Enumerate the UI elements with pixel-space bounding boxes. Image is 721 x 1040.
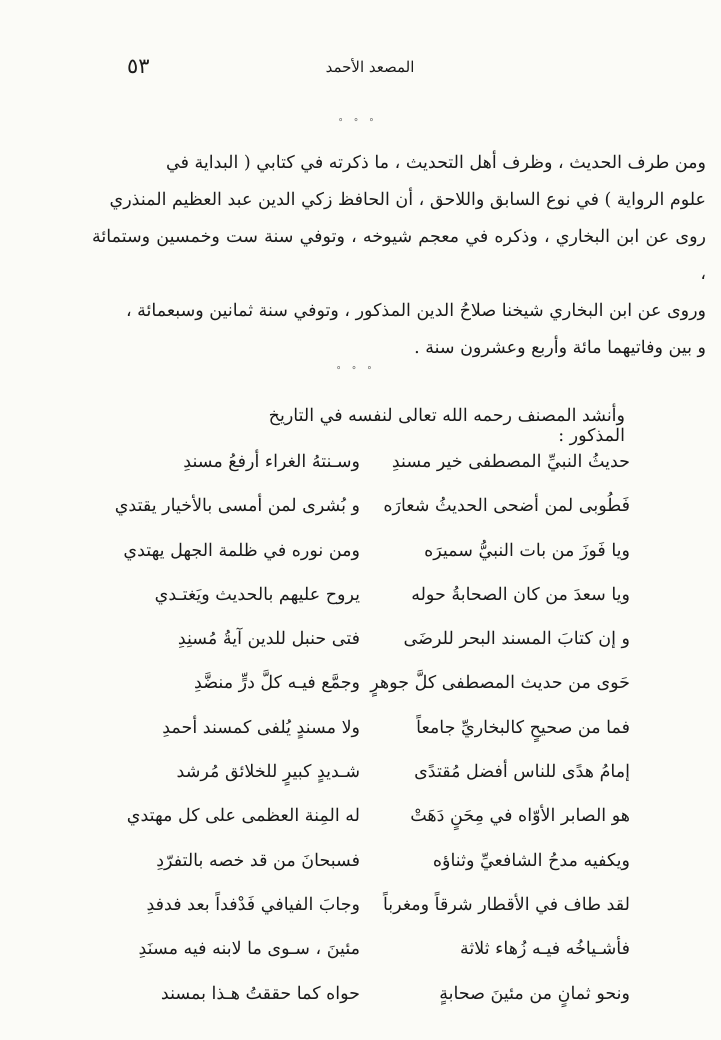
running-title: المصعد الأحمد: [325, 58, 415, 76]
prose-line: ومن طرف الحديث ، وظرف أهل التحديث ، ما ذكرته في كتابي ( البداية في: [166, 153, 706, 173]
poem-second-hemistich: و بُشرى لمن أمسى بالأخيار يقتدي: [114, 496, 360, 517]
poem-first-hemistich: ويا سعدَ من كان الصحابةُ حوله: [411, 584, 630, 605]
poem-verse: [110, 541, 630, 585]
poem-first-hemistich: ونحو ثمانٍ من مئينَ صحابةٍ: [439, 983, 630, 1004]
poem-verse: [110, 762, 630, 806]
poem-first-hemistich: و إن كتابَ المسند البحر للرضَى: [403, 629, 630, 650]
prose-line: و بين وفاتيهما مائة وأربع وعشرون سنة .: [414, 338, 706, 358]
poem-verse: [110, 895, 630, 939]
poem-verse: [110, 806, 630, 850]
poem-second-hemistich: حواه كما حققتُ هـذا بمسند: [160, 983, 360, 1004]
verse-introduction: وأنشد المصنف رحمه الله تعالى لنفسه في التاريخ المذكور :: [268, 406, 625, 446]
poem-first-hemistich: حديثُ النبيِّ المصطفى خير مسندِ: [391, 452, 630, 472]
ornament-separator-top: ° ° °: [338, 118, 378, 128]
poem-first-hemistich: فأشـياخُه فيـه زُهاء ثلاثة: [460, 939, 630, 960]
poem-first-hemistich: ويكفيه مدحُ الشافعيِّ وثناؤه: [432, 850, 630, 871]
poem-second-hemistich: وسـنتهُ الغراء أرفعُ مسندِ: [183, 452, 360, 472]
poem-second-hemistich: ولا مسندٍ يُلفى كمسند أحمدِ: [162, 717, 360, 738]
poem-first-hemistich: إمامُ هدًى للناس أفضل مُقتدًى: [414, 762, 630, 783]
poem-second-hemistich: شـديدٍ كبيرٍ للخلائق مُرشد: [176, 762, 360, 783]
poem-verse: [110, 629, 630, 673]
poem-verse: [110, 984, 630, 1028]
poem-verse: [110, 585, 630, 629]
poem-verse: [110, 939, 630, 983]
poem-first-hemistich: فَطُوبى لمن أضحى الحديثُ شعارَه: [383, 496, 630, 517]
poem-second-hemistich: وجابَ الفيافي فَدْفداً بعد فدفدِ: [146, 894, 360, 915]
prose-paragraph: [92, 145, 706, 367]
poem-verse: [110, 496, 630, 540]
poem-first-hemistich: هو الصابر الأوّاه في مِحَنٍ دَهَتْ: [410, 806, 630, 827]
prose-line: روى عن ابن البخاري ، وذكره في معجم شيوخه ، وتوفي سنة ست وخمسين وستمائة ،: [92, 227, 706, 284]
poem-first-hemistich: ويا فَوزَ من بات النبيُّ سميرَه: [424, 540, 630, 561]
poem-first-hemistich: حَوى من حديث المصطفى كلَّ جوهرٍ: [370, 673, 630, 694]
poem-second-hemistich: له المِنة العظمى على كل مهتدي: [126, 806, 360, 827]
poem-verse: [110, 718, 630, 762]
poem-second-hemistich: يروح عليهم بالحديث ويَغتـدي: [154, 584, 360, 605]
poem-second-hemistich: وجمَّع فيـه كلَّ درٍّ منضَّدِ: [194, 673, 360, 694]
poem-verse: [110, 452, 630, 496]
poem-second-hemistich: فتى حنبل للدين آيةُ مُسنِدِ: [177, 629, 360, 650]
poem-first-hemistich: فما من صحيحٍ كالبخاريِّ جامعاً: [416, 717, 630, 738]
poem-first-hemistich: لقد طاف في الأقطار شرقاً ومغرباً: [382, 894, 630, 915]
poem: [110, 452, 630, 1028]
page-number: ٥٣: [127, 54, 150, 78]
poem-second-hemistich: مئينَ ، سـوى ما لابنه فيه مسنَدِ: [138, 939, 360, 960]
poem-second-hemistich: ومن نوره في ظلمة الجهل يهتدي: [123, 540, 360, 561]
poem-verse: [110, 851, 630, 895]
poem-second-hemistich: فسبحانَ من قد خصه بالتفرّدِ: [156, 850, 360, 871]
prose-line: وروى عن ابن البخاري شيخنا صلاحُ الدين المذكور ، وتوفي سنة ثمانين وسبعمائة ،: [125, 301, 706, 321]
prose-line: علوم الرواية ) في نوع السابق واللاحق ، أن الحافظ زكي الدين عبد العظيم المنذري: [109, 190, 706, 210]
poem-verse: [110, 673, 630, 717]
ornament-separator-middle: ° ° °: [336, 366, 376, 376]
